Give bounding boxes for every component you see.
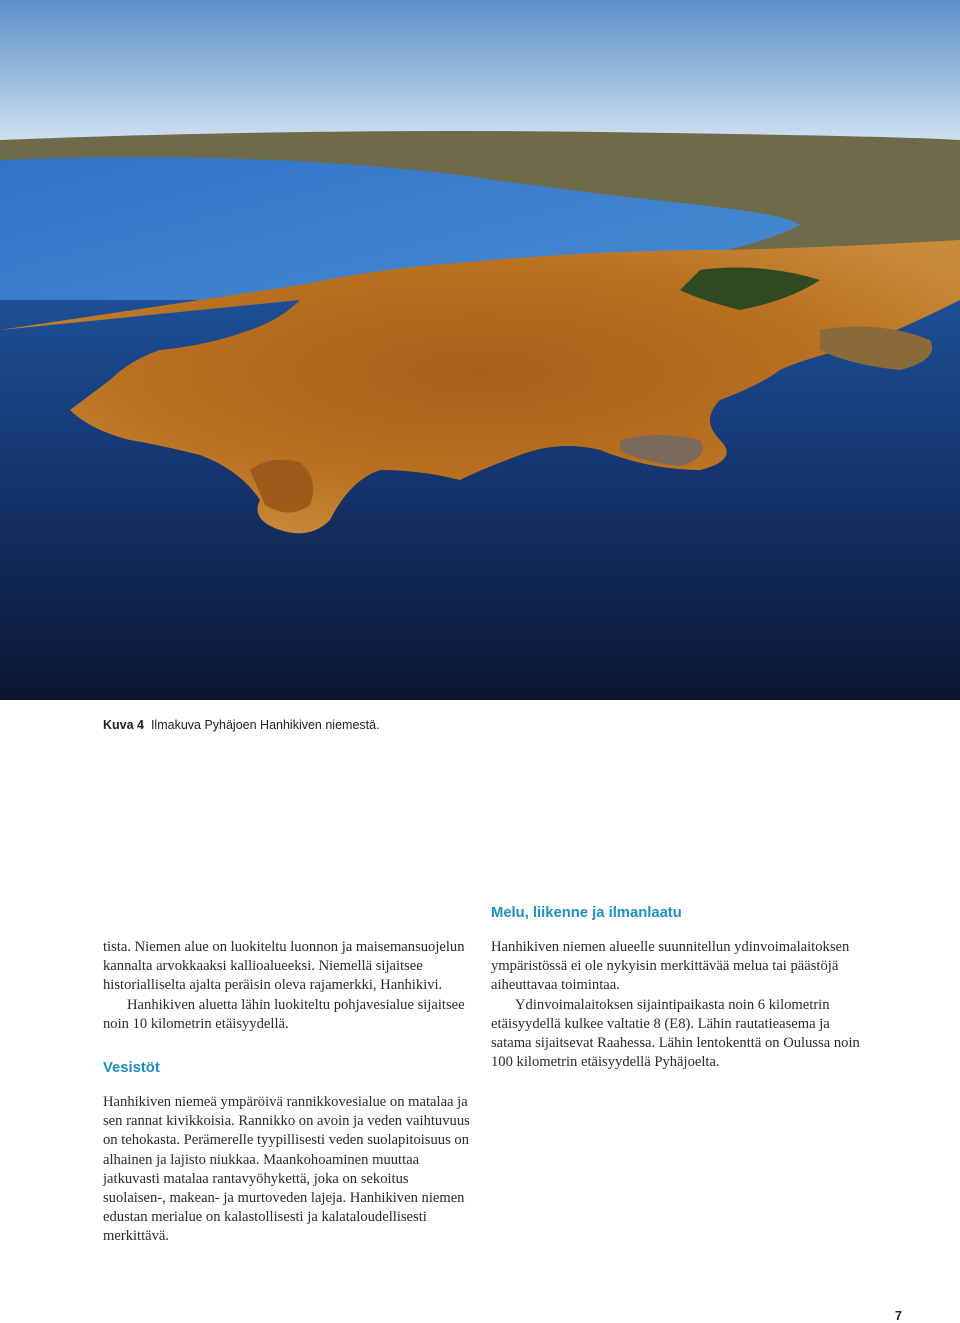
right-column [491,938,861,1072]
left-column-lower [103,1093,471,1247]
section-heading-melu: Melu, liikenne ja ilmanlaatu [491,905,682,921]
section-heading-vesistot: Vesistöt [103,1060,160,1076]
page-number: 7 [895,1309,902,1323]
right-paragraph-1: Hanhikiven niemen alueelle suunnitellun ydinvoimalaitoksen ympäristössä ei ole nykyisin merkittävää melua tai päästöjä aiheuttavaa toimintaa. [491,939,850,994]
figure-label: Kuva 4 [103,718,144,732]
figure-caption [103,718,380,732]
sky [0,0,960,150]
left-paragraph-1: tista. Niemen alue on luokiteltu luonnon ja maisemansuojelun kannalta arvokkaaksi kallioalueeksi. Niemellä sijaitsee historialliselta ajalta peräisin oleva rajamerkki, Hanhikivi. [103,939,465,994]
right-paragraph-2: Ydinvoimalaitoksen sijaintipaikasta noin 6 kilometrin etäisyydellä kulkee valtatie 8 (E8). Lähin rautatieasema ja satama sijaitsevat Raahessa. Lähin lentokenttä on Oulussa noin 100 kilometrin etäisyydellä Pyhäjoelta. [491,996,860,1071]
left-column [103,938,471,1034]
left-paragraph-2: Hanhikiven aluetta lähin luokiteltu pohjavesialue sijaitsee noin 10 kilometrin etäisyydellä. [103,996,465,1032]
left-paragraph-3: Hanhikiven niemeä ympäröivä rannikkovesialue on matalaa ja sen rannat kivikkoisia. Rannikko on avoin ja veden vaihtuvuus on tehokasta. Perämerelle tyypillisesti veden suolapitoisuus on alhainen ja lajisto niukkaa. Maankohoaminen muuttaa jatkuvasti matalaa rantavyöhykettä, joka on sekoitus suolaisen-, makean- ja murtoveden lajeja. Hanhikiven niemen edustan merialue on kalastollisesti ja kalataloudellisesti merkittävä. [103,1094,470,1245]
figure-caption-text: Ilmakuva Pyhäjoen Hanhikiven niemestä. [150,718,380,732]
